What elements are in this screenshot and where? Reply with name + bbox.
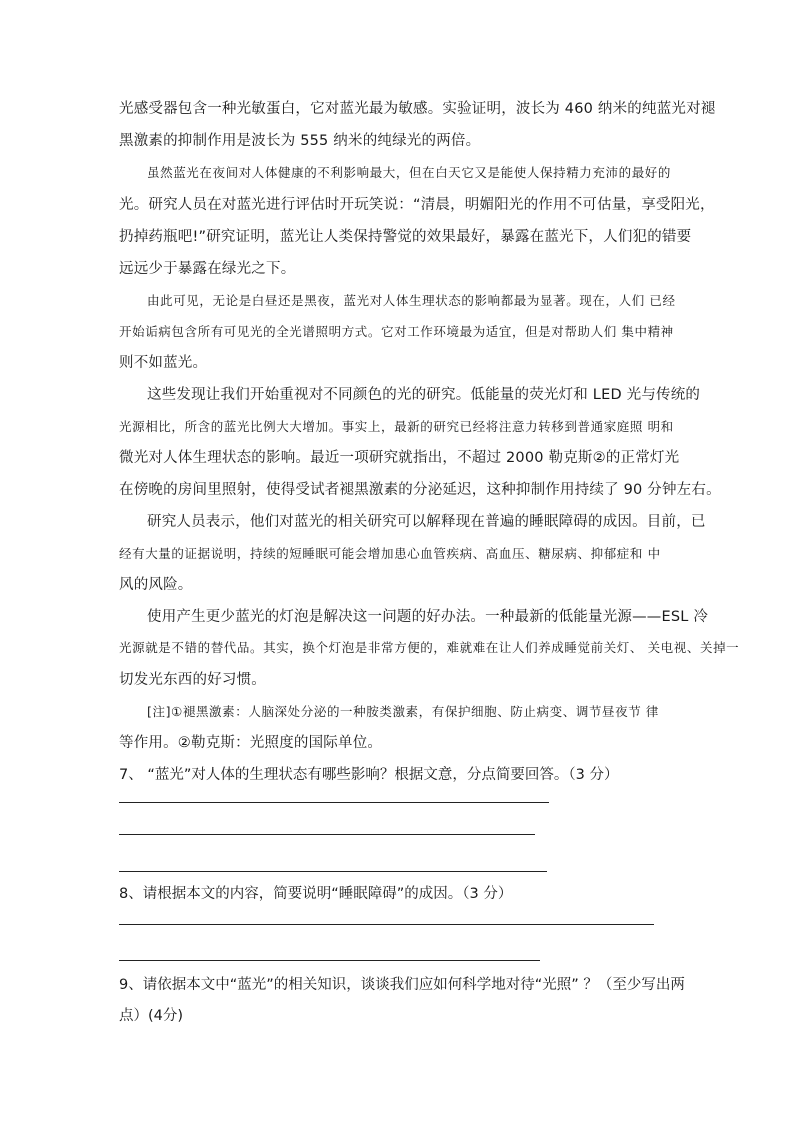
passage-line-19: 切发光东西的好习惯。: [119, 672, 266, 688]
q7-answer-line-2[interactable]: [119, 834, 535, 835]
note-line-2: 等作用。②勒克斯：光照度的国际单位。: [119, 735, 383, 751]
passage-line-15: 经有大量的证据说明，持续的短睡眠可能会增加患心血管疾病、高血压、糖尿病、抑郁症和 中: [119, 546, 661, 561]
passage-line-16: 风的风险。: [119, 577, 193, 593]
passage-line-18: 光源就是不错的替代品。其实，换个灯泡是非常方便的，难就难在让人们养成睡觉前关灯、 关电视、关掉一: [119, 640, 740, 655]
q7-answer-line-3[interactable]: [119, 871, 547, 872]
passage-line-1: 光感受器包含一种光敏蛋白，它对蓝光最为敏感。实验证明，波长为 460 纳米的纯蓝光对褪: [119, 101, 716, 117]
passage-line-10: 这些发现让我们开始重视对不同颜色的光的研究。低能量的荧光灯和 LED 光与传统的: [147, 387, 701, 403]
passage-line-9: 则不如蓝光。: [119, 355, 208, 371]
passage-line-14: 研究人员表示，他们对蓝光的相关研究可以解释现在普遍的睡眠障碍的成因。目前，已: [147, 514, 706, 530]
question-9-line-2: 点）(4分): [119, 1008, 184, 1024]
question-7: 7、 “蓝光”对人体的生理状态有哪些影响？根据文意，分点简要回答。（3 分）: [119, 767, 619, 783]
passage-line-12: 微光对人体生理状态的影响。最近一项研究就指出，不超过 2000 勒克斯②的正常灯光: [119, 450, 680, 466]
passage-line-2: 黑激素的抑制作用是波长为 555 纳米的纯绿光的两倍。: [119, 133, 481, 149]
q7-answer-line-1[interactable]: [119, 802, 549, 803]
passage-line-8: 开始诟病包含所有可见光的全光谱照明方式。它对工作环境最为适宜，但是对帮助人们 集中精神: [119, 324, 674, 339]
passage-line-6: 远远少于暴露在绿光之下。: [119, 261, 296, 277]
q8-answer-line-2[interactable]: [119, 960, 540, 961]
passage-line-17: 使用产生更少蓝光的灯泡是解决这一问题的好办法。一种最新的低能量光源——ESL 冷: [147, 609, 709, 625]
passage-line-11: 光源相比，所含的蓝光比例大大增加。事实上，最新的研究已经将注意力转移到普通家庭照 明和: [119, 419, 674, 434]
passage-line-7: 由此可见，无论是白昼还是黑夜，蓝光对人体生理状态的影响都最为显著。现在，人们 已经: [147, 293, 676, 308]
passage-line-3: 虽然蓝光在夜间对人体健康的不利影响最大，但在白天它又是能使人保持精力充沛的最好的: [147, 165, 672, 180]
passage-line-13: 在傍晚的房间里照射，使得受试者褪黑激素的分泌延迟，这种抑制作用持续了 90 分钟左右。: [119, 482, 721, 498]
q8-answer-line-1[interactable]: [119, 924, 654, 925]
question-8: 8、请根据本文的内容，简要说明“睡眠障碍”的成因。（3 分）: [119, 886, 513, 902]
passage-line-5: 扔掉药瓶吧!”研究证明，蓝光让人类保持警觉的效果最好，暴露在蓝光下，人们犯的错要: [119, 229, 692, 245]
question-9-line-1: 9、请依据本文中“蓝光”的相关知识，谈谈我们应如何科学地对待“光照” ？（至少写出两: [119, 977, 685, 993]
passage-line-4: 光。研究人员在对蓝光进行评估时开玩笑说：“清晨，明媚阳光的作用不可估量，享受阳光，: [119, 197, 715, 213]
note-line-1: [注]①褪黑激素：人脑深处分泌的一种胺类激素，有保护细胞、防止病变、调节昼夜节 律: [147, 704, 660, 719]
